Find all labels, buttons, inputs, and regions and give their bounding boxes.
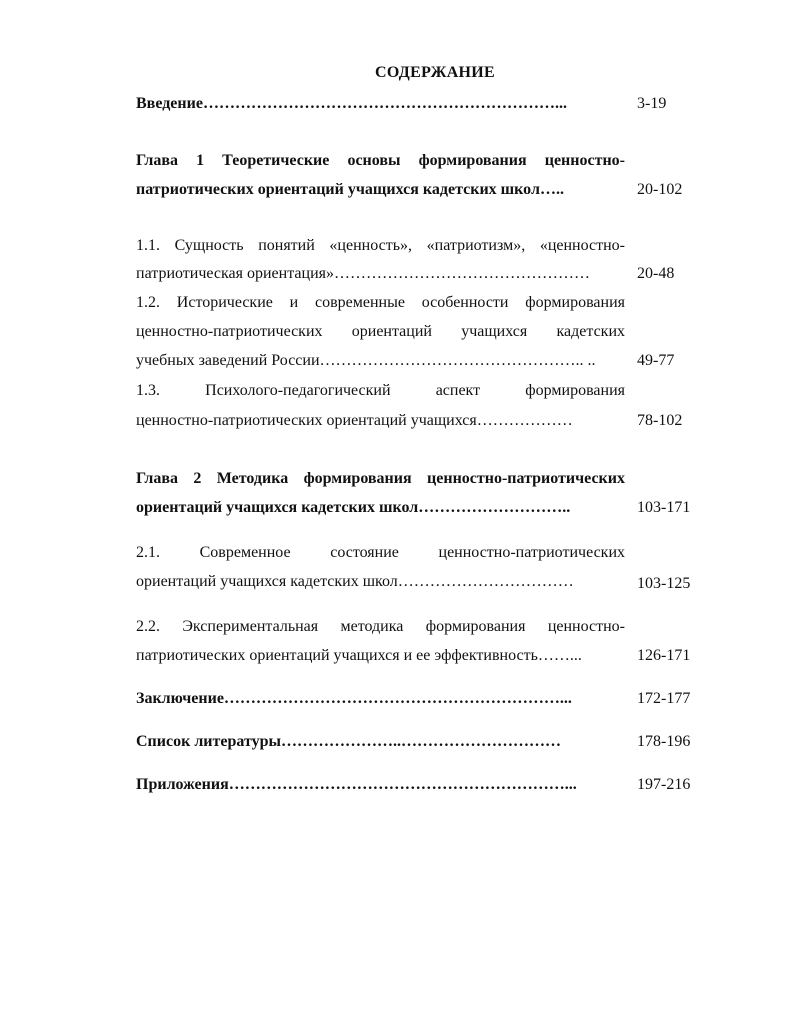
toc-intro-pages: 3-19 — [637, 95, 667, 112]
toc-intro-title: Введение…………………………………………………………... — [136, 95, 567, 112]
toc-section-1-1-title-line-1: 1.1. Сущность понятий «ценность», «патриотизм», «ценностно- — [136, 237, 625, 254]
toc-chapter-1-pages: 20-102 — [637, 181, 683, 198]
toc-section-1-1-pages: 20-48 — [637, 265, 675, 282]
toc-conclusion-pages: 172-177 — [637, 690, 691, 707]
toc-references-pages: 178-196 — [637, 733, 691, 750]
toc-section-1-2-pages: 49-77 — [637, 352, 675, 369]
toc-references-title: Список литературы…………………..………………………… — [136, 733, 561, 750]
toc-section-1-2-title-line-1: 1.2. Исторические и современные особенности формирования — [136, 294, 625, 311]
toc-chapter-2-title-line-1: Глава 2 Методика формирования ценностно-патриотических — [136, 470, 625, 487]
toc-chapter-2-pages: 103-171 — [637, 499, 691, 516]
toc-section-1-3-title-line-1: 1.3. Психолого-педагогический аспект формирования — [136, 382, 625, 399]
toc-section-1-2-title-line-3: учебных заведений России………………………………………….. .. — [136, 352, 596, 369]
page-title: СОДЕРЖАНИЕ — [374, 64, 496, 81]
toc-section-2-1-title-line-1: 2.1. Современное состояние ценностно-патриотических — [136, 544, 625, 561]
toc-section-1-3-pages: 78-102 — [637, 412, 683, 429]
toc-section-1-2-title-line-2: ценностно-патриотических ориентаций учащихся кадетских — [136, 323, 625, 340]
toc-section-2-2-title-line-2: патриотических ориентаций учащихся и ее эффективность……... — [136, 647, 582, 664]
toc-appendices-pages: 197-216 — [637, 776, 691, 793]
toc-section-1-3-title-line-2: ценностно-патриотических ориентаций учащихся……………… — [136, 412, 573, 429]
toc-section-1-1-title-line-2: патриотическая ориентация»………………………………………… — [136, 265, 590, 282]
toc-section-2-2-pages: 126-171 — [637, 647, 691, 664]
toc-section-2-1-pages: 103-125 — [637, 575, 691, 592]
toc-section-2-1-title-line-2: ориентаций учащихся кадетских школ…………………………… — [136, 573, 574, 590]
toc-appendices-title: Приложения………………………………………………………... — [136, 776, 577, 793]
toc-chapter-1-title-line-1: Глава 1 Теоретические основы формирования ценностно- — [136, 152, 625, 169]
toc-section-2-2-title-line-1: 2.2. Экспериментальная методика формирования ценностно- — [136, 618, 625, 635]
toc-chapter-2-title-line-2: ориентаций учащихся кадетских школ……………………….. — [136, 499, 571, 516]
toc-chapter-1-title-line-2: патриотических ориентаций учащихся кадетских школ….. — [136, 181, 564, 198]
toc-conclusion-title: Заключение………………………………………………………... — [136, 690, 572, 707]
